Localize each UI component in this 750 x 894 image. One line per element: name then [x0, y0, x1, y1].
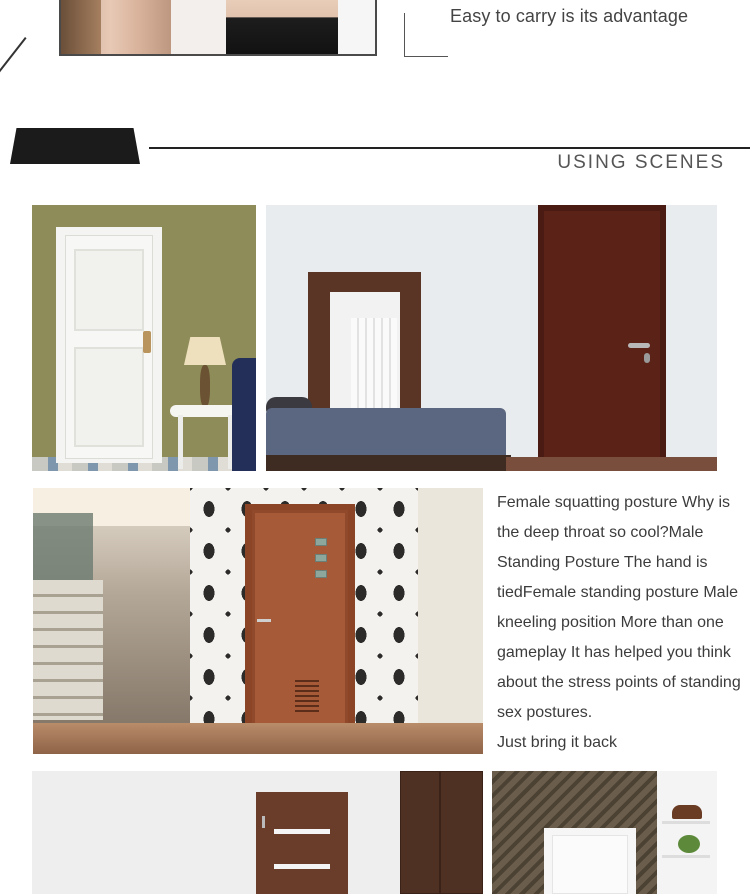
- section-header-block: [10, 128, 140, 164]
- wood-floor: [506, 457, 717, 471]
- staircase: [33, 580, 103, 720]
- door-panel: [74, 347, 144, 447]
- dark-wood-door: [538, 205, 666, 471]
- side-wall: [418, 488, 483, 754]
- door-window: [315, 538, 327, 546]
- wardrobe-seam: [439, 771, 441, 894]
- model-torso: [226, 0, 338, 56]
- door-window: [315, 570, 327, 578]
- door-handle: [143, 331, 151, 353]
- corner-bracket: [404, 13, 448, 57]
- blue-sofa: [232, 358, 256, 471]
- potted-plant: [678, 835, 700, 853]
- wood-floor: [33, 723, 483, 754]
- shelf-ornament: [672, 805, 702, 819]
- model-hair: [61, 0, 101, 56]
- scene-shelf-door-photo: [492, 771, 717, 894]
- shelf-board: [662, 821, 710, 824]
- door-window: [315, 554, 327, 562]
- description-paragraph: Female squatting posture Why is the deep throat so cool?Male Standing Posture The hand is tiedFemale standing posture Male kneeling position More than one gameplay It has helped you think about the stress points of standing sex postures.: [497, 494, 741, 721]
- glass-railing: [33, 513, 93, 588]
- door-lock: [644, 353, 650, 363]
- white-door: [65, 235, 153, 459]
- decorative-slash: [0, 37, 27, 78]
- door-inlay: [274, 829, 330, 834]
- table-leg: [178, 415, 183, 469]
- top-caption: Easy to carry is its advantage: [450, 6, 689, 26]
- walnut-door: [256, 792, 348, 894]
- door-vent: [295, 680, 319, 714]
- model-photo: [59, 0, 377, 56]
- lamp-base: [200, 365, 210, 407]
- door-panel: [74, 249, 144, 331]
- white-door: [552, 835, 628, 894]
- wardrobe: [400, 771, 483, 894]
- lamp-shade: [184, 337, 226, 365]
- bed: [266, 408, 506, 456]
- scene-modern-door-photo: [32, 771, 483, 894]
- bookshelf: [657, 771, 717, 894]
- door-handle: [628, 343, 650, 348]
- mirror-reflection-curtain: [351, 318, 397, 418]
- section-title: USING SCENES: [557, 152, 725, 173]
- section-divider: [149, 147, 750, 149]
- description-footer: Just bring it back: [497, 734, 618, 751]
- photo-background: [338, 0, 377, 56]
- scene-hallway-photo: [33, 488, 483, 754]
- door-inlay: [274, 864, 330, 869]
- door-handle: [262, 816, 265, 828]
- scene-white-door-photo: [32, 205, 256, 471]
- door-handle: [257, 619, 271, 622]
- bed-base: [266, 455, 511, 471]
- scene-description: [497, 488, 742, 758]
- shelf-board: [662, 855, 710, 858]
- scene-bedroom-photo: [266, 205, 717, 471]
